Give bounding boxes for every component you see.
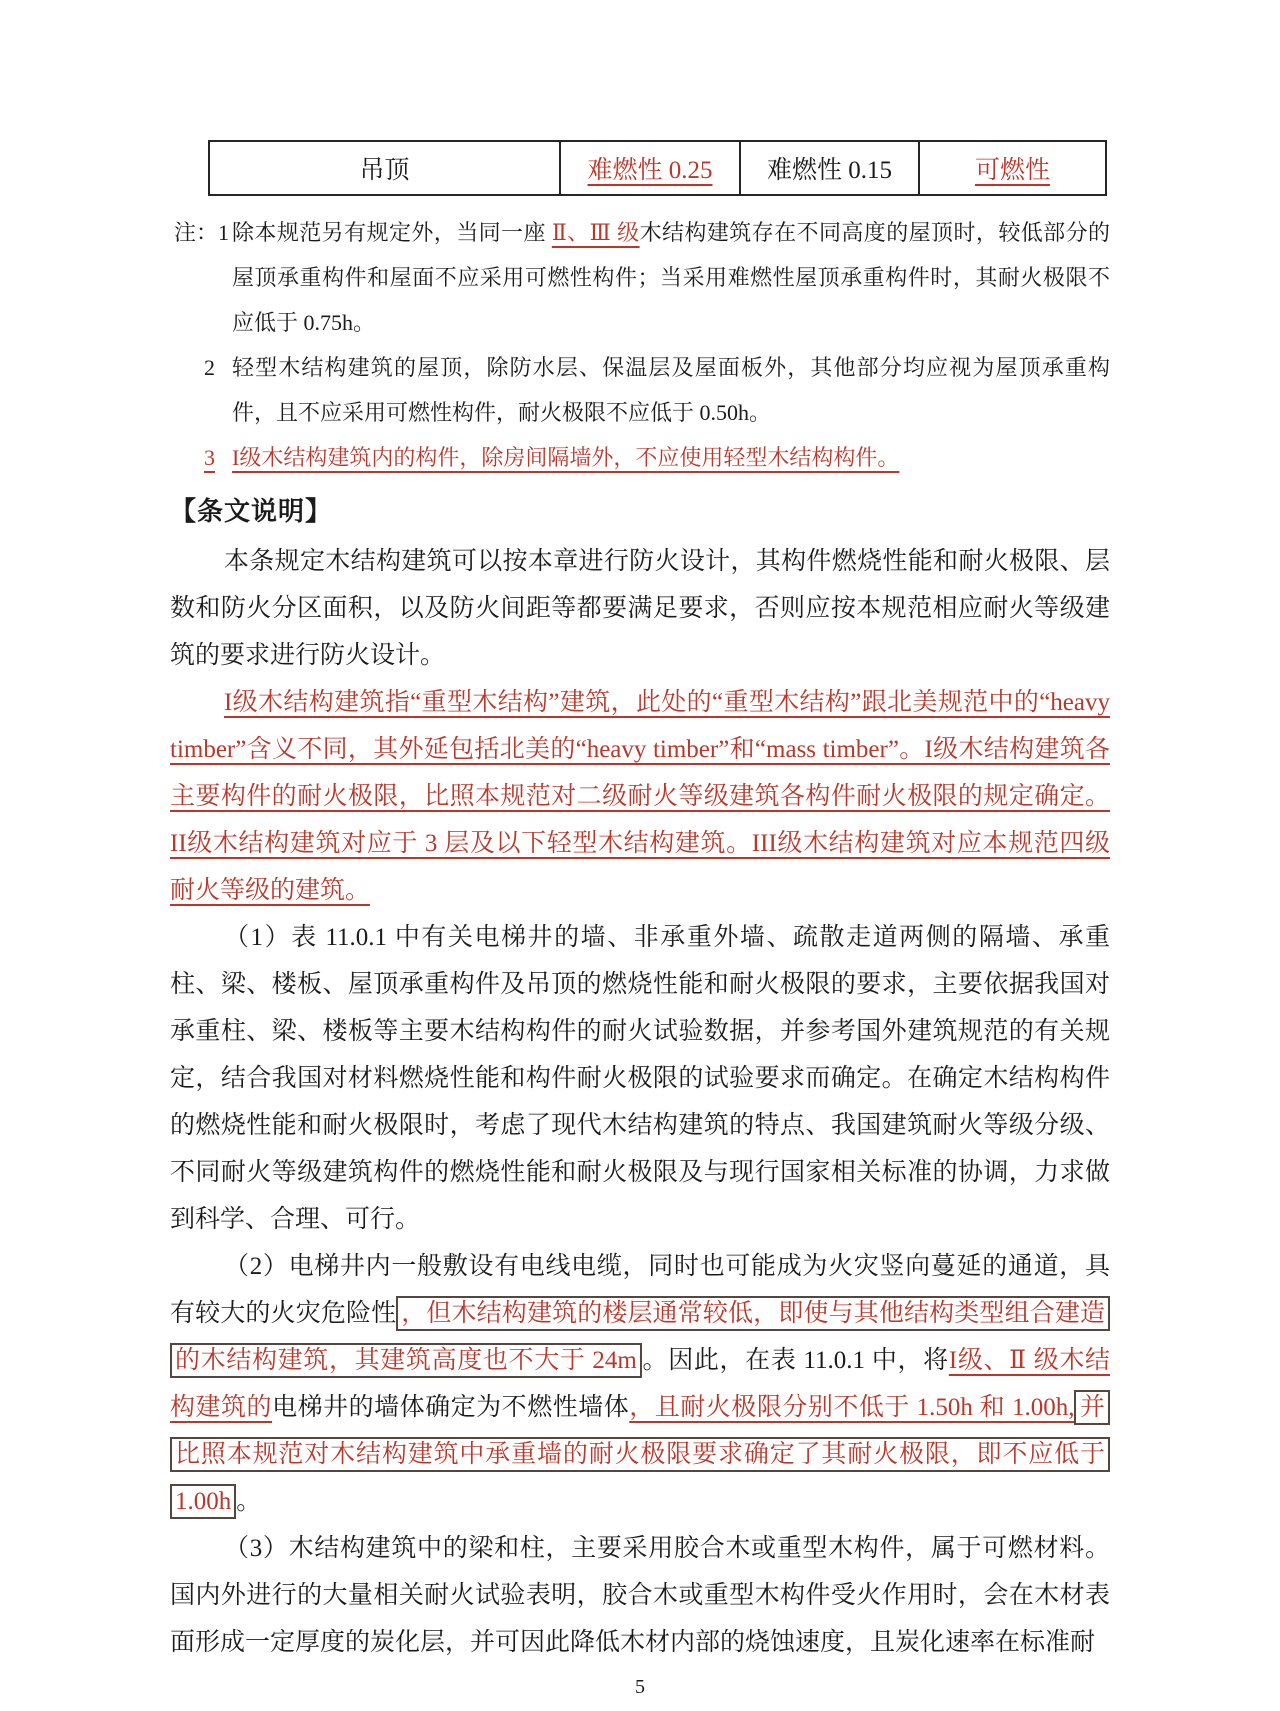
text-run: （3）木结构建筑中的梁和柱，主要采用胶合木或重型木构件，属于可燃材料。国内外进行的大量相关耐火试验表明，胶合木或重型木构件受火作用时，会在木材表面形成一定厚度的炭化层，并可因此降低木材内部的烧蚀速度，且炭化速率在标准耐 <box>170 1535 1110 1656</box>
text-run: 难燃性 0.15 <box>766 157 892 184</box>
paragraph <box>170 679 1110 914</box>
document-content <box>170 140 1110 1666</box>
revision-text-run: I级木结构建筑指“重型木结构”建筑，此处的“重型木结构”跟北美规范中的“heavy timber”含义不同，其外延包括北美的“heavy timber”和“mass timber”。I级木结构建筑各主要构件的耐火极限，比照本规范对二级耐火等级建筑各构件耐火极限的规定确定。II级木结构建筑对应于 3 层及以下轻型木结构建筑。III级木结构建筑对应本规范四级耐火等级的建筑。 <box>170 689 1110 904</box>
text-run: 吊顶 <box>359 157 410 184</box>
paragraph <box>170 1525 1110 1666</box>
text-run: 。 <box>236 1488 262 1515</box>
text-run: 本条规定木结构建筑可以按本章进行防火设计，其构件燃烧性能和耐火极限、层数和防火分区面积，以及防火间距等都要满足要求，否则应按本规范相应耐火等级建筑的要求进行防火设计。 <box>170 548 1110 669</box>
note-marker: 注：1 <box>174 220 230 245</box>
revision-text-run: 可燃性 <box>974 157 1050 184</box>
note-item <box>170 210 1110 345</box>
revision-text-run: ，但木结构建筑的楼层通常较低，即使与其他结构类型组合建造的木结构建筑，其建筑高度也不大于 24m <box>170 1296 1110 1378</box>
table-cell <box>209 141 560 195</box>
fire-rating-table <box>208 140 1107 196</box>
notes-block <box>170 210 1110 480</box>
paragraph <box>170 538 1110 679</box>
body-paragraphs <box>170 538 1110 1666</box>
text-run: （2）电梯井内一般敷设有电线电缆，同时也可能成为火灾竖向蔓延的通道，具有较大的火灾危险性 <box>170 1253 1110 1327</box>
table-cell <box>560 141 740 195</box>
page-number: 5 <box>635 1676 645 1698</box>
paragraph <box>170 1243 1110 1525</box>
text-run: 轻型木结构建筑的屋顶，除防水层、保温层及屋面板外，其他部分均应视为屋顶承重构件，且不应采用可燃性构件，耐火极限不应低于 0.50h。 <box>232 355 1110 425</box>
note-marker: 3 <box>204 445 215 470</box>
revision-text-run: I级木结构建筑内的构件，除房间隔墙外，不应使用轻型木结构构件。 <box>232 445 900 470</box>
note-item <box>170 345 1110 435</box>
text-run: 木结构建筑存在不同高度的屋顶时，较低部分的屋顶承重构件和屋面不应采用可燃性构件；当采用难燃性屋顶承重构件时，其耐火极限不应低于 0.75h。 <box>232 220 1110 335</box>
note-marker: 2 <box>204 355 215 380</box>
text-run: 电梯井的墙体确定为不燃性墙体 <box>272 1394 630 1421</box>
revision-text-run: 难燃性 0.25 <box>587 157 713 184</box>
text-run: 。因此，在表 11.0.1 中，将 <box>641 1347 949 1374</box>
table-cell <box>919 141 1106 195</box>
note-item <box>170 435 1110 480</box>
section-title: 【条文说明】 <box>170 496 333 526</box>
revision-text-run: I级、Ⅱ 级木结构建筑的 <box>170 1347 1111 1421</box>
revision-text-run: 并比照本规范对木结构建筑中承重墙的耐火极限要求确定了其耐火极限，即不应低于 1.00h <box>170 1390 1110 1519</box>
revision-text-run: ，且耐火极限分别不低于 1.50h 和 1.00h, <box>629 1394 1075 1421</box>
table-row <box>209 141 1106 195</box>
paragraph <box>170 914 1110 1243</box>
text-run: （1）表 11.0.1 中有关电梯井的墙、非承重外墙、疏散走道两侧的隔墙、承重柱、梁、楼板、屋顶承重构件及吊顶的燃烧性能和耐火极限的要求，主要依据我国对承重柱、梁、楼板等主要木结构构件的耐火试验数据，并参考国外建筑规范的有关规定，结合我国对材料燃烧性能和构件耐火极限的试验要求而确定。在确定木结构构件的燃烧性能和耐火极限时，考虑了现代木结构建筑的特点、我国建筑耐火等级分级、不同耐火等级建筑构件的燃烧性能和耐火极限及与现行国家相关标准的协调，力求做到科学、合理、可行。 <box>170 924 1110 1233</box>
table-cell <box>740 141 919 195</box>
text-run: 除本规范另有规定外，当同一座 <box>232 220 552 245</box>
revision-text-run: Ⅱ、Ⅲ 级 <box>551 220 640 245</box>
